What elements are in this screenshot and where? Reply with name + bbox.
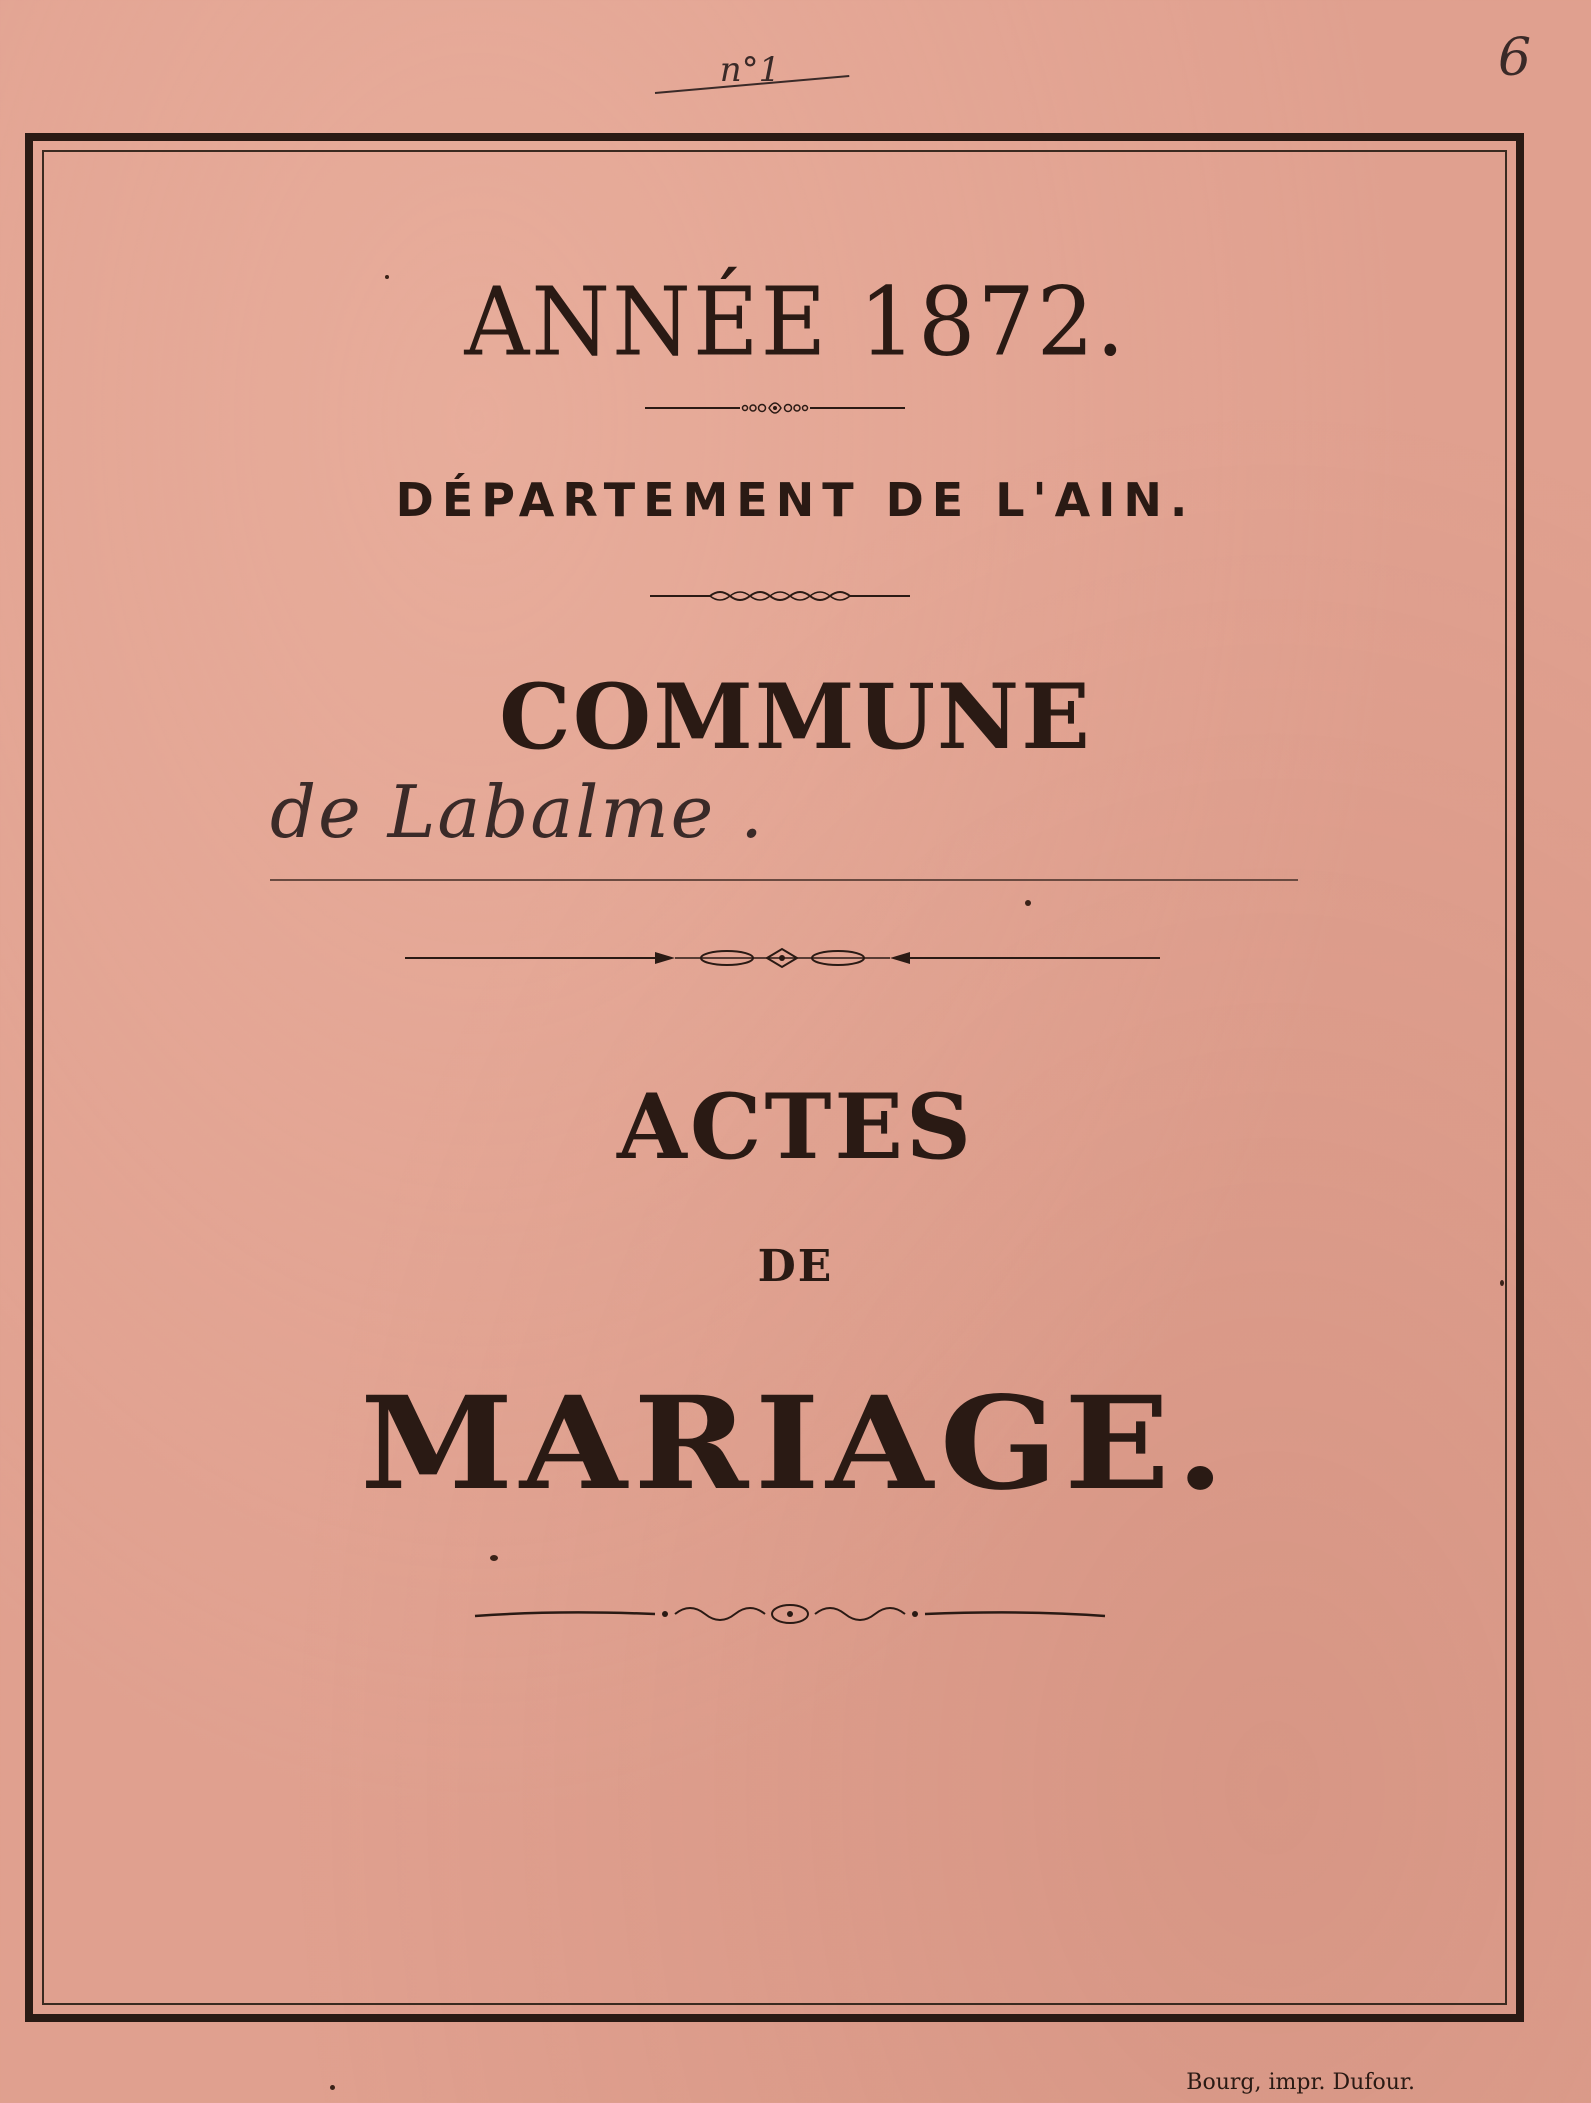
year-heading: ANNÉE 1872. [464,267,1127,378]
register-mark: n°1 [719,50,781,90]
paper-speck [1500,1280,1504,1286]
marriage-heading: MARIAGE. [360,1369,1231,1519]
ornament-divider-4 [475,1600,1105,1630]
of-heading: DE [757,1241,834,1292]
paper-speck [490,1555,498,1561]
page-number: 6 [1498,28,1532,88]
acts-heading: ACTES [616,1074,975,1180]
paper-speck [1025,900,1031,906]
department-heading: DÉPARTEMENT DE L'AIN. [395,473,1196,527]
printer-imprint: Bourg, impr. Dufour. [1186,2070,1415,2095]
commune-heading: COMMUNE [499,664,1092,770]
ornament-divider-3 [405,946,1160,970]
ornament-divider-1 [645,398,905,418]
commune-name-rule [270,879,1298,881]
paper-speck [385,275,389,279]
paper-speck [330,2085,335,2090]
commune-name-handwritten: de Labalme . [270,770,766,854]
ornament-divider-2 [650,586,910,606]
